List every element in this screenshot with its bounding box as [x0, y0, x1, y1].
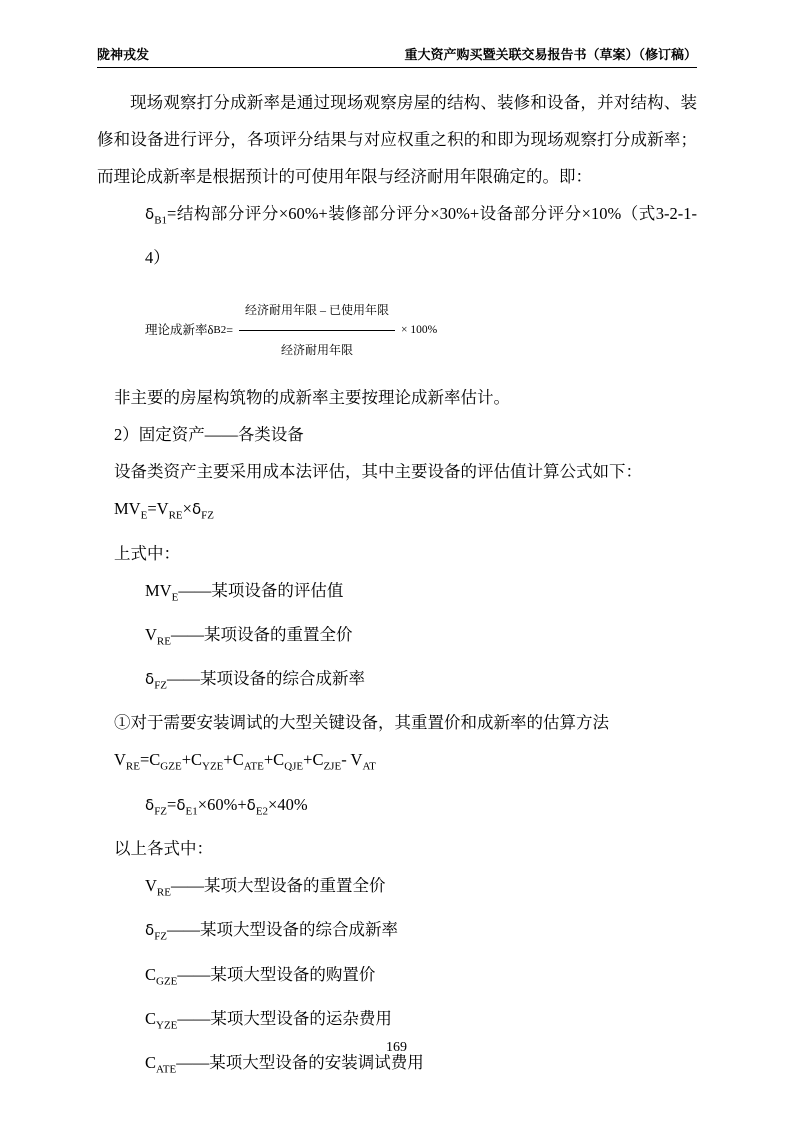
formula-delta-e1-sub: E1: [185, 805, 198, 818]
formula-segment: V: [114, 750, 126, 770]
formula-vre-expansion: [97, 741, 697, 785]
definition-vre-large: [97, 867, 697, 911]
definition-mve-symbol: MV: [145, 580, 172, 600]
definition-vre-large-subscript: RE: [156, 886, 171, 899]
definition-cyze-text: ——某项大型设备的运杂费用: [177, 1008, 392, 1028]
definition-vre-symbol: V: [145, 624, 157, 644]
definition-cate-text: ——某项大型设备的安装调试费用: [176, 1053, 424, 1073]
formula-delta-e2-symbol: δ: [246, 795, 256, 814]
formula-subscript: YZE: [202, 760, 224, 773]
delta-subscript: B1: [154, 214, 168, 227]
formula-segment: - V: [341, 750, 363, 770]
formula-subscript: ZJE: [323, 760, 342, 773]
definition-cyze-subscript: YZE: [156, 1019, 178, 1032]
definition-mve: [97, 572, 697, 616]
formula-segment: +C: [303, 750, 324, 770]
definition-vre: [97, 616, 697, 660]
paragraph-where: 上式中：: [114, 543, 180, 563]
definition-delta-text: ——某项设备的综合成新率: [167, 669, 366, 689]
paragraph-large-equipment-method: ①对于需要安装调试的大型关键设备，其重置价和成新率的估算方法: [114, 713, 609, 733]
formula-label-subscript: B2: [213, 324, 227, 337]
definition-cyze: [97, 1000, 697, 1044]
definition-vre-large-text: ——某项大型设备的重置全价: [170, 876, 386, 896]
formula-delta-sub: FZ: [201, 509, 214, 522]
paragraph-in-above-formulas: 以上各式中：: [114, 839, 213, 859]
formula-subscript: AT: [362, 760, 376, 773]
formula-delta-fz-weighted: [97, 786, 697, 830]
formula-subscript: GZE: [160, 760, 182, 773]
definition-cate-subscript: ATE: [156, 1063, 177, 1076]
definition-cgze: [97, 956, 697, 1000]
formula-vre-expansion-text: [114, 750, 376, 773]
formula-mve-main: MV: [114, 499, 141, 519]
fraction-tail: × 100%: [401, 324, 438, 337]
heading-fixed-assets-equipment: 2）固定资产——各类设备: [114, 425, 304, 445]
paragraph-equipment-cost-method: 设备类资产主要采用成本法评估，其中主要设备的评估值计算公式如下：: [114, 462, 642, 482]
formula-delta: δ: [191, 500, 202, 519]
formula-label: 理论成新率δ: [145, 323, 214, 338]
definition-delta-fz-large-symbol: δ: [145, 921, 155, 940]
fraction: [239, 292, 395, 369]
formula-delta-e1-symbol: δ: [176, 795, 186, 814]
definition-cate-symbol: C: [145, 1053, 157, 1073]
formula-b1-text: =结构部分评分×60%+装修部分评分×30%+设备部分评分×10%（式3-2-1-4）: [145, 204, 697, 268]
definition-cgze-subscript: GZE: [156, 974, 178, 987]
formula-segment: +C: [263, 750, 285, 770]
formula-delta-b1: [97, 195, 697, 276]
paragraph-observation-score: 现场观察打分成新率是通过现场观察房屋的结构、装修和设备，并对结构、装修和设备进行评分，各项评分结果与对应权重之积的和即为现场观察打分成新率；而理论成新率是根据预计的可使用年限与经济耐用年限确定的。即：: [97, 93, 697, 186]
fraction-denominator: 经济耐用年限: [281, 343, 354, 358]
formula-subscript: RE: [125, 760, 140, 773]
formula-mve-sub: E: [140, 509, 148, 522]
formula-delta-fz-symbol: δ: [145, 795, 155, 814]
fraction-numerator: 经济耐用年限 – 已使用年限: [239, 292, 395, 331]
formula-equals: =: [226, 323, 234, 338]
definition-cyze-symbol: C: [145, 1008, 157, 1028]
formula-segment: +C: [181, 750, 202, 770]
definition-vre-large-symbol: V: [145, 876, 157, 896]
formula-delta-end: ×40%: [268, 794, 308, 814]
page-body: [97, 84, 697, 1089]
formula-times: ×: [182, 499, 192, 519]
definition-vre-text: ——某项设备的重置全价: [170, 624, 353, 644]
definition-vre-subscript: RE: [156, 635, 171, 648]
formula-segment: +C: [223, 750, 244, 770]
definition-delta-fz-large-text: ——某项大型设备的综合成新率: [167, 920, 399, 940]
formula-mve: [97, 490, 697, 534]
definition-delta-fz: [97, 660, 697, 704]
formula-delta-fz-eq: =: [167, 794, 177, 814]
definition-delta-subscript: FZ: [154, 679, 168, 692]
formula-mve-rest: =V: [147, 499, 169, 519]
page-content: [97, 44, 697, 1089]
formula-vre-sub: RE: [168, 509, 183, 522]
definition-cgze-symbol: C: [145, 964, 157, 984]
definition-delta-fz-large-subscript: FZ: [154, 930, 168, 943]
definition-delta-symbol: δ: [145, 670, 155, 689]
formula-subscript: QJE: [284, 760, 304, 773]
formula-delta-fz-sub: FZ: [154, 805, 168, 818]
definition-delta-fz-large: [97, 911, 697, 955]
delta-symbol: δ: [145, 205, 155, 223]
paragraph-minor-buildings: 非主要的房屋构筑物的成新率主要按理论成新率估计。: [114, 388, 510, 408]
definition-mve-subscript: E: [171, 590, 179, 603]
definition-cgze-text: ——某项大型设备的购置价: [177, 964, 376, 984]
formula-delta-mid: ×60%+: [197, 794, 247, 814]
formula-delta-e2-sub: E2: [255, 805, 269, 818]
definition-mve-text: ——某项设备的评估值: [178, 580, 344, 600]
page-header: [97, 44, 697, 68]
formula-subscript: ATE: [243, 760, 264, 773]
header-company-name: 陇神戎发: [97, 47, 150, 62]
header-document-title: 重大资产购买暨关联交易报告书（草案）（修订稿）: [404, 47, 697, 62]
page-number: 169: [386, 1040, 407, 1055]
formula-theoretical-newness: [97, 292, 697, 369]
formula-segment: =C: [139, 750, 161, 770]
